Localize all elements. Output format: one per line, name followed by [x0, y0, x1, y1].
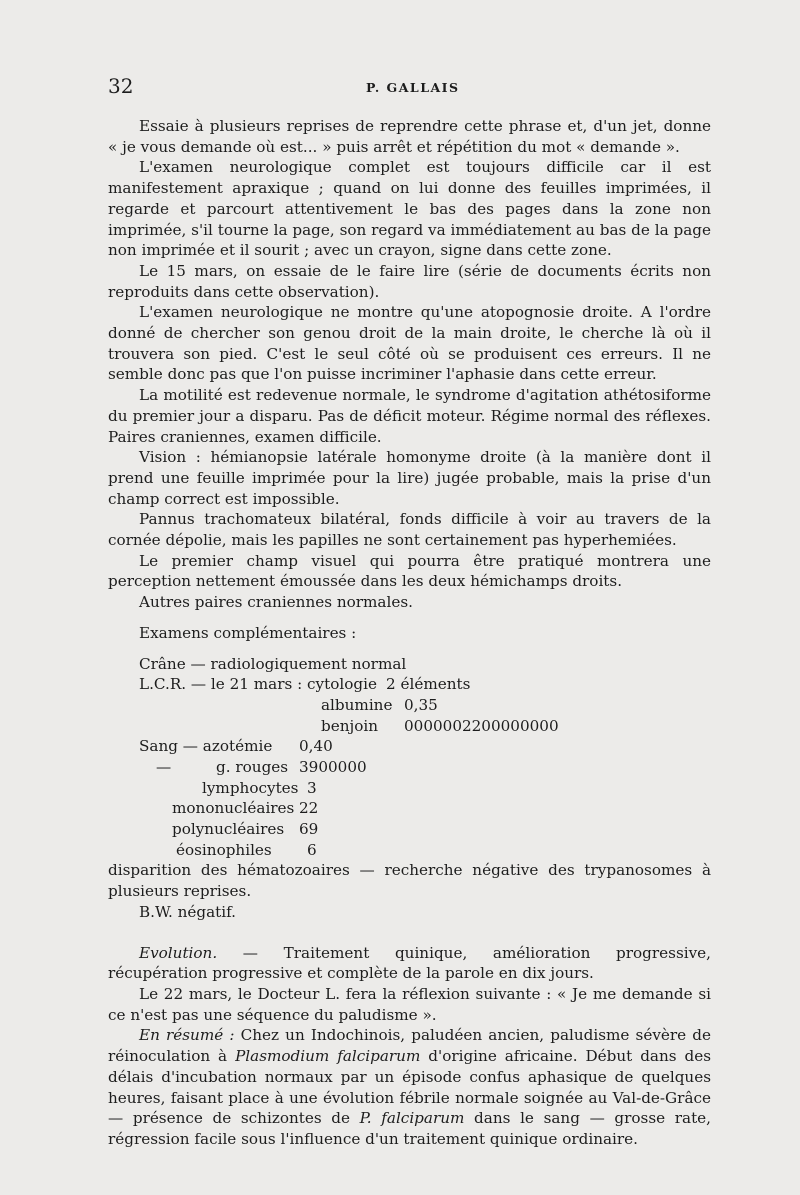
- paragraph: L'examen neurologique complet est toujours difficile car il est manifestement apraxique ; quand on lui donne des feuilles imprimées, il regarde et parcourt attentivement le bas des pages dans la zone non imprimée, s'il tourne la page, son regard va immédiatement au bas de la page non imprimée et il sourit ; avec un crayon, signe dans cette zone.: [108, 158, 711, 260]
- resume-text: Chez un Indochinois, paludéen ancien, paludisme sévère de réinoculation à: [108, 1026, 711, 1066]
- paragraph: Le premier champ visuel qui pourra être pratiqué montrera une perception nettement émoussée dans les deux hémichamps droits.: [108, 551, 711, 591]
- exam-label: éosinophiles: [176, 840, 272, 859]
- evolution-label: Evolution.: [139, 943, 218, 962]
- exam-value: 3: [307, 778, 317, 797]
- paragraph: La motilité est redevenue normale, le syndrome d'agitation athétosiforme du premier jour a disparu. Pas de déficit moteur. Régime normal des réflexes. Paires craniennes, examen difficile.: [108, 386, 711, 446]
- paragraph: Pannus trachomateux bilatéral, fonds difficile à voir au travers de la cornée dépolie, mais les papilles ne sont certainement pas hyperhemiées.: [108, 510, 711, 550]
- paragraph: Autres paires craniennes normales.: [139, 593, 413, 612]
- exam-row: [108, 716, 711, 737]
- exam-value: 0,35: [404, 695, 438, 714]
- exam-row: [108, 674, 711, 695]
- resume-label: En résumé :: [139, 1026, 235, 1045]
- paragraph: Essaie à plusieurs reprises de reprendre cette phrase et, d'un jet, donne « je vous demande où est... » puis arrêt et répétition du mot « demande ».: [108, 117, 711, 156]
- exam-row: [108, 798, 711, 819]
- paragraph: disparition des hématozoaires — recherche négative des trypanosomes à plusieurs reprises.: [108, 861, 711, 901]
- paragraph: Le 22 mars, le Docteur L. fera la réflexion suivante : « Je me demande si ce n'est pas une séquence du paludisme ».: [108, 984, 711, 1024]
- exam-row: [108, 757, 711, 778]
- paragraph: Le 15 mars, on essaie de le faire lire (série de documents écrits non reproduits dans cette observation).: [108, 261, 711, 301]
- exam-row: [108, 819, 711, 840]
- resume-text: dans le sang — grosse rate, régression facile sous l'influence d'un traitement quinique ordinaire.: [108, 1109, 711, 1148]
- exam-label: g. rouges: [216, 758, 289, 777]
- exam-label: Sang — azotémie: [139, 737, 273, 756]
- exam-label: mononucléaires: [172, 799, 295, 818]
- exam-value: 0000002200000000: [404, 716, 559, 735]
- exam-row: [108, 695, 711, 716]
- exam-value: 2 éléments: [386, 675, 471, 694]
- resume-text: d'origine africaine. Début dans des délais d'incubation normaux par un épisode confus aphasique de quelques heures, faisant place à une évolution fébrile normale soignée au Val-de-Grâce — présence de schizontes de: [108, 1047, 711, 1128]
- page-header: [108, 74, 708, 98]
- exam-row: [108, 778, 711, 799]
- exam-dash: —: [156, 758, 172, 777]
- evolution-paragraph: [108, 943, 711, 984]
- exams-heading: Examens complémentaires :: [139, 623, 357, 642]
- exam-label: polynucléaires: [172, 820, 285, 839]
- resume-paragraph: [108, 1025, 711, 1149]
- exam-value: 69: [299, 820, 319, 839]
- exam-value: 6: [307, 840, 317, 859]
- exam-crane: Crâne — radiologiquement normal: [139, 654, 407, 673]
- exam-label: lymphocytes: [202, 778, 299, 797]
- exam-bw: B.W. négatif.: [139, 902, 237, 921]
- exam-row: [108, 840, 711, 861]
- evolution-text: — Traitement quinique, amélioration progressive, récupération progressive et complète de la parole en dix jours.: [108, 943, 711, 983]
- paragraph: L'examen neurologique ne montre qu'une atopognosie droite. A l'ordre donné de chercher son genou droit de la main droite, le cherche là où il trouvera son pied. C'est le seul côté où se produisent ces erreurs. Il ne semble donc pas que l'on puisse incriminer l'aphasie dans cette erreur.: [108, 303, 711, 384]
- exam-row: [108, 736, 711, 757]
- page-body: [108, 116, 711, 1150]
- paragraph: Vision : hémianopsie latérale homonyme droite (à la manière dont il prend une feuille imprimée pour la lire) jugée probable, mais la prise d'un champ correct est impossible.: [108, 448, 711, 508]
- exam-label: albumine: [321, 695, 393, 714]
- exam-value: 3900000: [299, 758, 367, 777]
- running-head: P. GALLAIS: [366, 80, 460, 95]
- exam-label: benjoin: [321, 716, 378, 735]
- exam-label: L.C.R. — le 21 mars : cytologie: [139, 675, 377, 694]
- exam-value: 0,40: [299, 737, 333, 756]
- species-name: Plasmodium falciparum: [235, 1047, 421, 1066]
- page-number: 32: [108, 74, 134, 98]
- exam-value: 22: [299, 799, 319, 818]
- species-name: P. falciparum: [359, 1109, 465, 1128]
